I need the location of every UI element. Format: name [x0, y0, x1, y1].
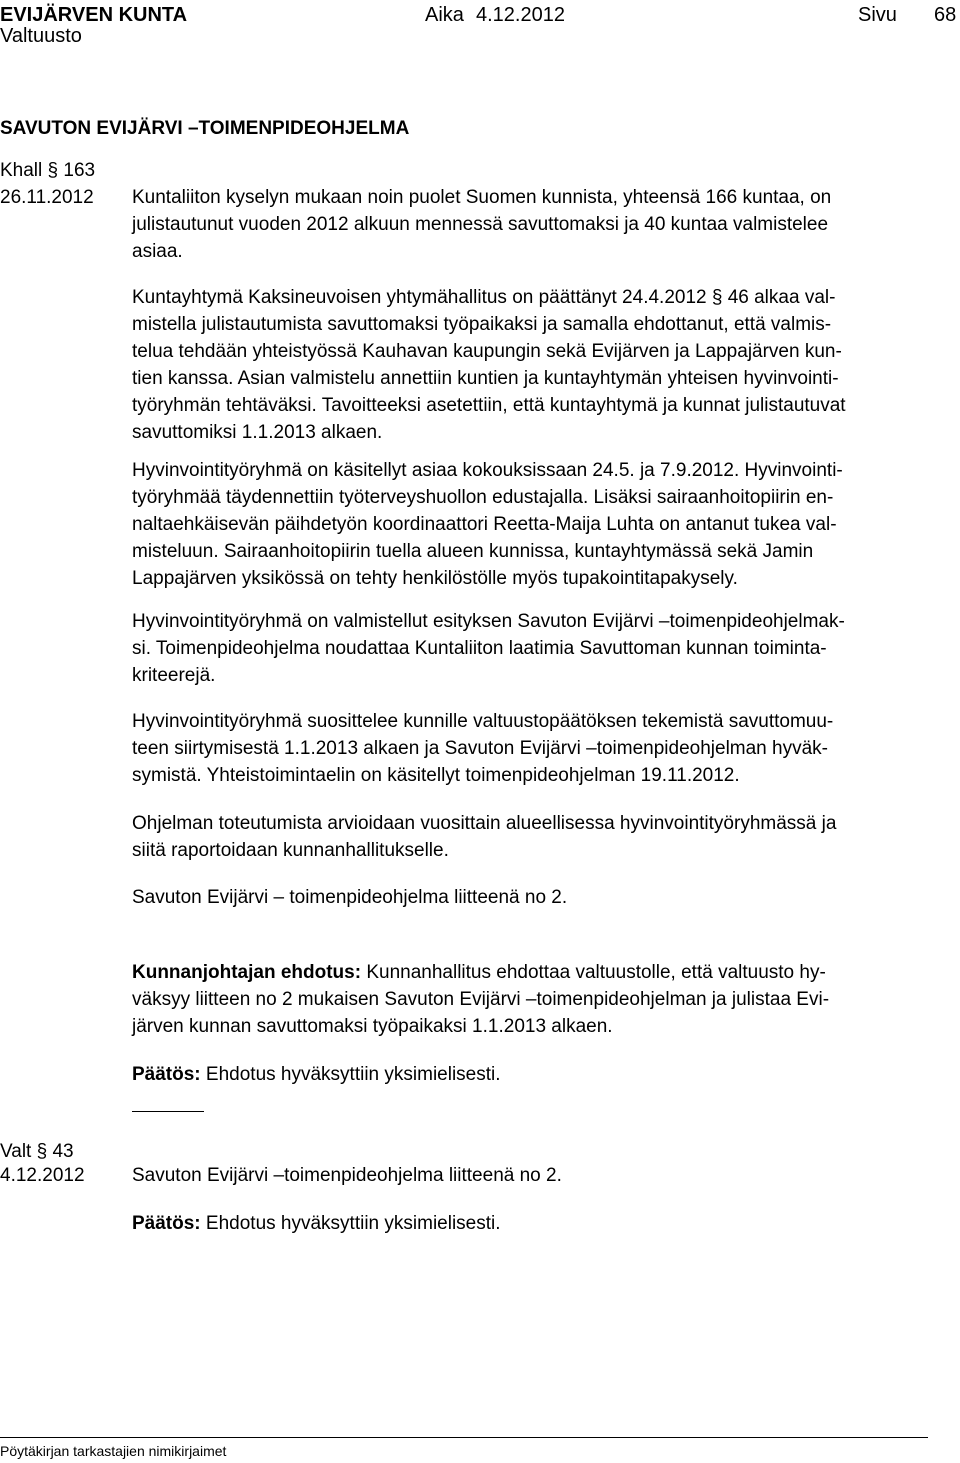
paragraph-attachment: [132, 884, 952, 911]
valt-reference: Valt § 43: [0, 1141, 74, 1162]
body-name: Valtuusto: [0, 25, 82, 47]
valt-text: Savuton Evijärvi –toimenpideohjelma liitteenä no 2.: [132, 1165, 562, 1186]
text-line: telua tehdään yhteistyössä Kauhavan kaupungin sekä Evijärven ja Lappajärven kun-: [132, 341, 842, 362]
signatures-label: Pöytäkirjan tarkastajien nimikirjaimet: [0, 1443, 227, 1459]
text-line: Hyvinvointityöryhmä on valmistellut esityksen Savuton Evijärvi –toimenpideohjelmak-: [132, 611, 845, 632]
document-title: SAVUTON EVIJÄRVI –TOIMENPIDEOHJELMA: [0, 118, 410, 139]
text-line: Lappajärven yksikössä on tehty henkilöstölle myös tupakointitapakysely.: [132, 568, 738, 589]
text-line: tien kanssa. Asian valmistelu annettiin kuntien ja kuntayhtymän yhteisen hyvinvointi-: [132, 368, 839, 389]
text-line: [132, 959, 952, 986]
decision-label: Päätös:: [132, 1213, 201, 1234]
footer-rule: [0, 1437, 928, 1438]
text-line: työryhmän tehtäväksi. Tavoitteeksi asetettiin, että kuntayhtymä ja kunnat julistautuvat: [132, 395, 846, 416]
text-line: misteluun. Sairaanhoitopiirin tuella alueen kunnissa, kuntayhtymässä sekä Jamin: [132, 541, 814, 562]
text-line: Kuntayhtymä Kaksineuvoisen yhtymähallitus on päättänyt 24.4.2012 § 46 alkaa val-: [132, 287, 836, 308]
text-line: mistella julistautumista savuttomaksi työpaikaksi ja samalla ehdottanut, että valmis-: [132, 314, 832, 335]
text-line: teen siirtymisestä 1.1.2013 alkaen ja Savuton Evijärvi –toimenpideohjelman hyväk-: [132, 738, 828, 759]
text-line: Ohjelman toteutumista arvioidaan vuosittain alueellisessa hyvinvointityöryhmässä ja: [132, 813, 837, 834]
paragraph-proposal-prepared: [132, 608, 952, 689]
valt-date: 4.12.2012: [0, 1165, 85, 1186]
khall-date: 26.11.2012: [0, 187, 94, 208]
date-label: Aika: [425, 4, 464, 26]
text-line: Hyvinvointityöryhmä on käsitellyt asiaa kokouksissaan 24.5. ja 7.9.2012. Hyvinvointi-: [132, 460, 843, 481]
text-line: [132, 1061, 952, 1088]
meeting-date: 4.12.2012: [476, 4, 565, 26]
proposal-label: Kunnanjohtajan ehdotus:: [132, 962, 362, 983]
text-line: julistautunut vuoden 2012 alkuun mennessä savuttomaksi ja 40 kuntaa valmistelee: [132, 214, 829, 235]
text-line: järven kunnan savuttomaksi työpaikaksi 1.1.2013 alkaen.: [132, 1016, 613, 1037]
paragraph-recommendation: [132, 708, 952, 789]
paragraph-decision-background: [132, 284, 952, 446]
text-line: symistä. Yhteistoimintaelin on käsitellyt toimenpideohjelman 19.11.2012.: [132, 765, 740, 786]
page-number: 68: [934, 4, 957, 26]
khall-reference: Khall § 163: [0, 160, 96, 181]
khall-decision: [132, 1061, 952, 1088]
paragraph-monitoring: [132, 810, 952, 864]
text-line: kriteerejä.: [132, 665, 216, 686]
text-line: savuttomiksi 1.1.2013 alkaen.: [132, 422, 383, 443]
text-line: siitä raportoidaan kunnanhallitukselle.: [132, 840, 449, 861]
paragraph-survey: [132, 184, 952, 265]
valt-decision: [132, 1210, 501, 1237]
text-line: naltaehkäisevän päihdetyön koordinaattori Reetta-Maija Luhta on antanut tukea val-: [132, 514, 837, 535]
text-line: asiaa.: [132, 241, 183, 262]
decision-label: Päätös:: [132, 1064, 201, 1085]
text-line: Kuntaliiton kyselyn mukaan noin puolet Suomen kunnista, yhteensä 166 kuntaa, on: [132, 187, 832, 208]
paragraph-working-group: [132, 457, 952, 592]
proposal-text: Kunnanhallitus ehdottaa valtuustolle, että valtuusto hy-: [361, 962, 826, 983]
text-line: työryhmää täydennettiin työterveyshuollon edustajalla. Lisäksi sairaanhoitopiirin en-: [132, 487, 834, 508]
decision-text: Ehdotus hyväksyttiin yksimielisesti.: [200, 1064, 501, 1085]
page-label: Sivu: [858, 4, 897, 26]
decision-text: Ehdotus hyväksyttiin yksimielisesti.: [200, 1213, 501, 1234]
text-line: väksyy liitteen no 2 mukaisen Savuton Evijärvi –toimenpideohjelman ja julistaa Evi-: [132, 989, 830, 1010]
manager-proposal: [132, 959, 952, 1040]
separator-line: [132, 1111, 204, 1112]
text-line: si. Toimenpideohjelma noudattaa Kuntaliiton laatimia Savuttoman kunnan toiminta-: [132, 638, 827, 659]
text-line: Savuton Evijärvi – toimenpideohjelma liitteenä no 2.: [132, 887, 568, 908]
organization-name: EVIJÄRVEN KUNTA: [0, 4, 188, 26]
text-line: Hyvinvointityöryhmä suosittelee kunnille valtuustopäätöksen tekemistä savuttomuu-: [132, 711, 834, 732]
